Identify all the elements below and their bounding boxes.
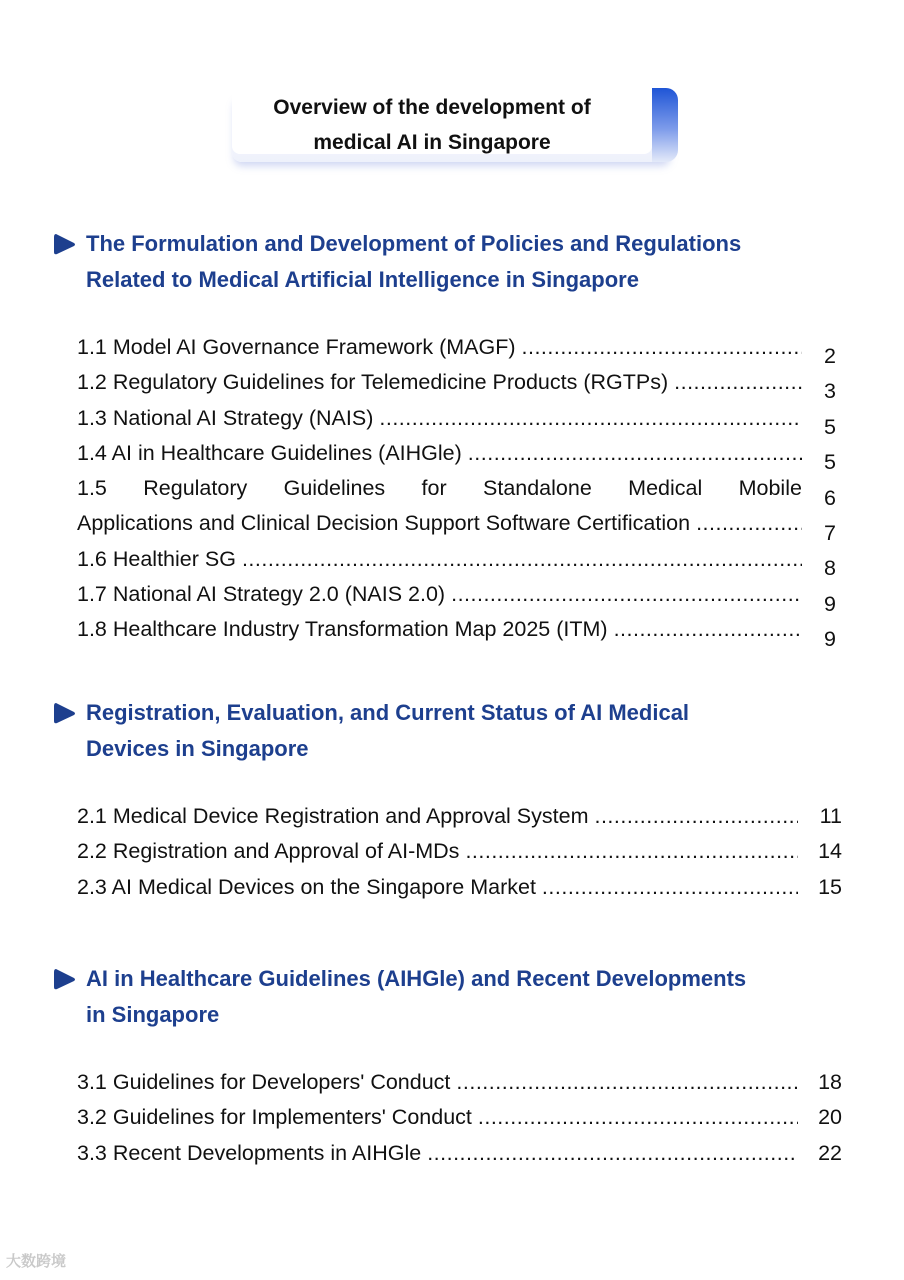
title-card-accent [652, 88, 678, 162]
leader-dots [614, 612, 802, 647]
toc-entry[interactable] [77, 506, 802, 541]
toc-entry-label: 3.3 Recent Developments in AIHGle [77, 1140, 422, 1165]
leader-dots [594, 799, 798, 834]
justified-word: Mobile [738, 476, 802, 501]
section-1-title-line-2: Related to Medical Artificial Intelligence in Singapore [86, 266, 639, 292]
toc-entry[interactable] [77, 330, 802, 365]
page-title-line-1: Overview of the development of [273, 96, 591, 119]
section-3-toc [77, 1065, 842, 1171]
page-number: 5 [824, 450, 836, 475]
play-icon [52, 232, 77, 257]
section-2-title [86, 695, 846, 766]
page-title [232, 90, 632, 160]
toc-entry-label [77, 471, 802, 506]
leader-dots [242, 542, 802, 577]
toc-entry[interactable] [77, 1065, 842, 1100]
justified-word: for [421, 476, 447, 501]
toc-entry[interactable] [77, 542, 802, 577]
leader-dots [522, 330, 802, 365]
page-number: 22 [818, 1140, 842, 1165]
leader-dots [427, 1136, 798, 1171]
leader-dots [696, 506, 802, 541]
leader-dots [478, 1100, 798, 1135]
page-number: 7 [824, 521, 836, 546]
leader-dots [542, 870, 798, 905]
section-3-title [86, 961, 846, 1032]
title-card [232, 88, 678, 162]
leader-dots [468, 436, 802, 471]
section-1-page-numbers [824, 339, 836, 658]
page-number: 6 [824, 485, 836, 510]
toc-entry-label: 1.1 Model AI Governance Framework (MAGF) [77, 335, 516, 359]
justified-word: 1.5 [77, 476, 107, 501]
toc-entry-label: 1.8 Healthcare Industry Transformation Map 2025 (ITM) [77, 617, 608, 642]
leader-dots [451, 577, 802, 612]
toc-entry[interactable] [77, 1100, 842, 1135]
page-number: 14 [818, 839, 842, 864]
toc-entry-label: 1.4 AI in Healthcare Guidelines (AIHGle) [77, 440, 462, 465]
leader-dots [379, 401, 802, 436]
section-3-title-line-2: in Singapore [86, 1001, 220, 1027]
page-number: 8 [824, 556, 836, 581]
page-number: 18 [818, 1070, 842, 1094]
leader-dots [465, 834, 798, 869]
play-icon [52, 967, 77, 992]
page-number: 5 [824, 414, 836, 439]
section-2-title-line-1: Registration, Evaluation, and Current Status of AI Medical [86, 700, 690, 725]
toc-entry[interactable] [77, 436, 802, 471]
section-2-toc [77, 799, 842, 905]
justified-word: Guidelines [283, 476, 386, 501]
toc-entry-label: 1.2 Regulatory Guidelines for Telemedicine Products (RGTPs) [77, 370, 669, 395]
toc-entry-label: 1.7 National AI Strategy 2.0 (NAIS 2.0) [77, 582, 446, 607]
page-number: 2 [824, 344, 836, 368]
section-1-title-line-1: The Formulation and Development of Policies and Regulations [86, 231, 742, 256]
page-number: 15 [818, 874, 842, 899]
section-1-title [86, 226, 846, 297]
section-1-toc [77, 330, 802, 648]
toc-entry[interactable] [77, 1136, 842, 1171]
section-3-title-line-1: AI in Healthcare Guidelines (AIHGle) and Recent Developments [86, 966, 747, 991]
justified-word: Standalone [483, 476, 592, 501]
toc-entry-label: 1.3 National AI Strategy (NAIS) [77, 405, 374, 430]
toc-entry-justified[interactable] [77, 471, 802, 506]
page-number: 11 [819, 804, 842, 828]
page-number: 3 [824, 379, 836, 404]
toc-entry[interactable] [77, 577, 802, 612]
section-2-title-line-2: Devices in Singapore [86, 735, 309, 761]
toc-entry-label: 1.6 Healthier SG [77, 546, 236, 571]
toc-entry[interactable] [77, 365, 802, 400]
toc-entry[interactable] [77, 401, 802, 436]
justified-word: Medical [628, 476, 703, 501]
leader-dots [674, 365, 802, 400]
toc-entry[interactable] [77, 870, 842, 905]
play-icon [52, 701, 77, 726]
title-card-face [232, 88, 652, 154]
page-title-line-2: medical AI in Singapore [313, 131, 551, 154]
toc-entry-label: 2.3 AI Medical Devices on the Singapore Market [77, 874, 536, 899]
leader-dots [456, 1065, 798, 1100]
watermark: 大数跨境 [6, 1253, 67, 1270]
justified-word: Regulatory [143, 476, 248, 501]
toc-entry[interactable] [77, 612, 802, 647]
page-number: 9 [824, 591, 836, 616]
toc-entry-label: 2.2 Registration and Approval of AI-MDs [77, 839, 460, 864]
toc-entry[interactable] [77, 834, 842, 869]
toc-entry-label: 2.1 Medical Device Registration and Approval System [77, 804, 589, 828]
toc-entry-label: Applications and Clinical Decision Support Software Certification [77, 511, 691, 536]
toc-entry-label: 3.2 Guidelines for Implementers' Conduct [77, 1105, 472, 1130]
page-number: 20 [818, 1105, 842, 1130]
toc-entry[interactable] [77, 799, 842, 834]
page-number: 9 [824, 627, 836, 652]
toc-entry-label: 3.1 Guidelines for Developers' Conduct [77, 1070, 451, 1094]
